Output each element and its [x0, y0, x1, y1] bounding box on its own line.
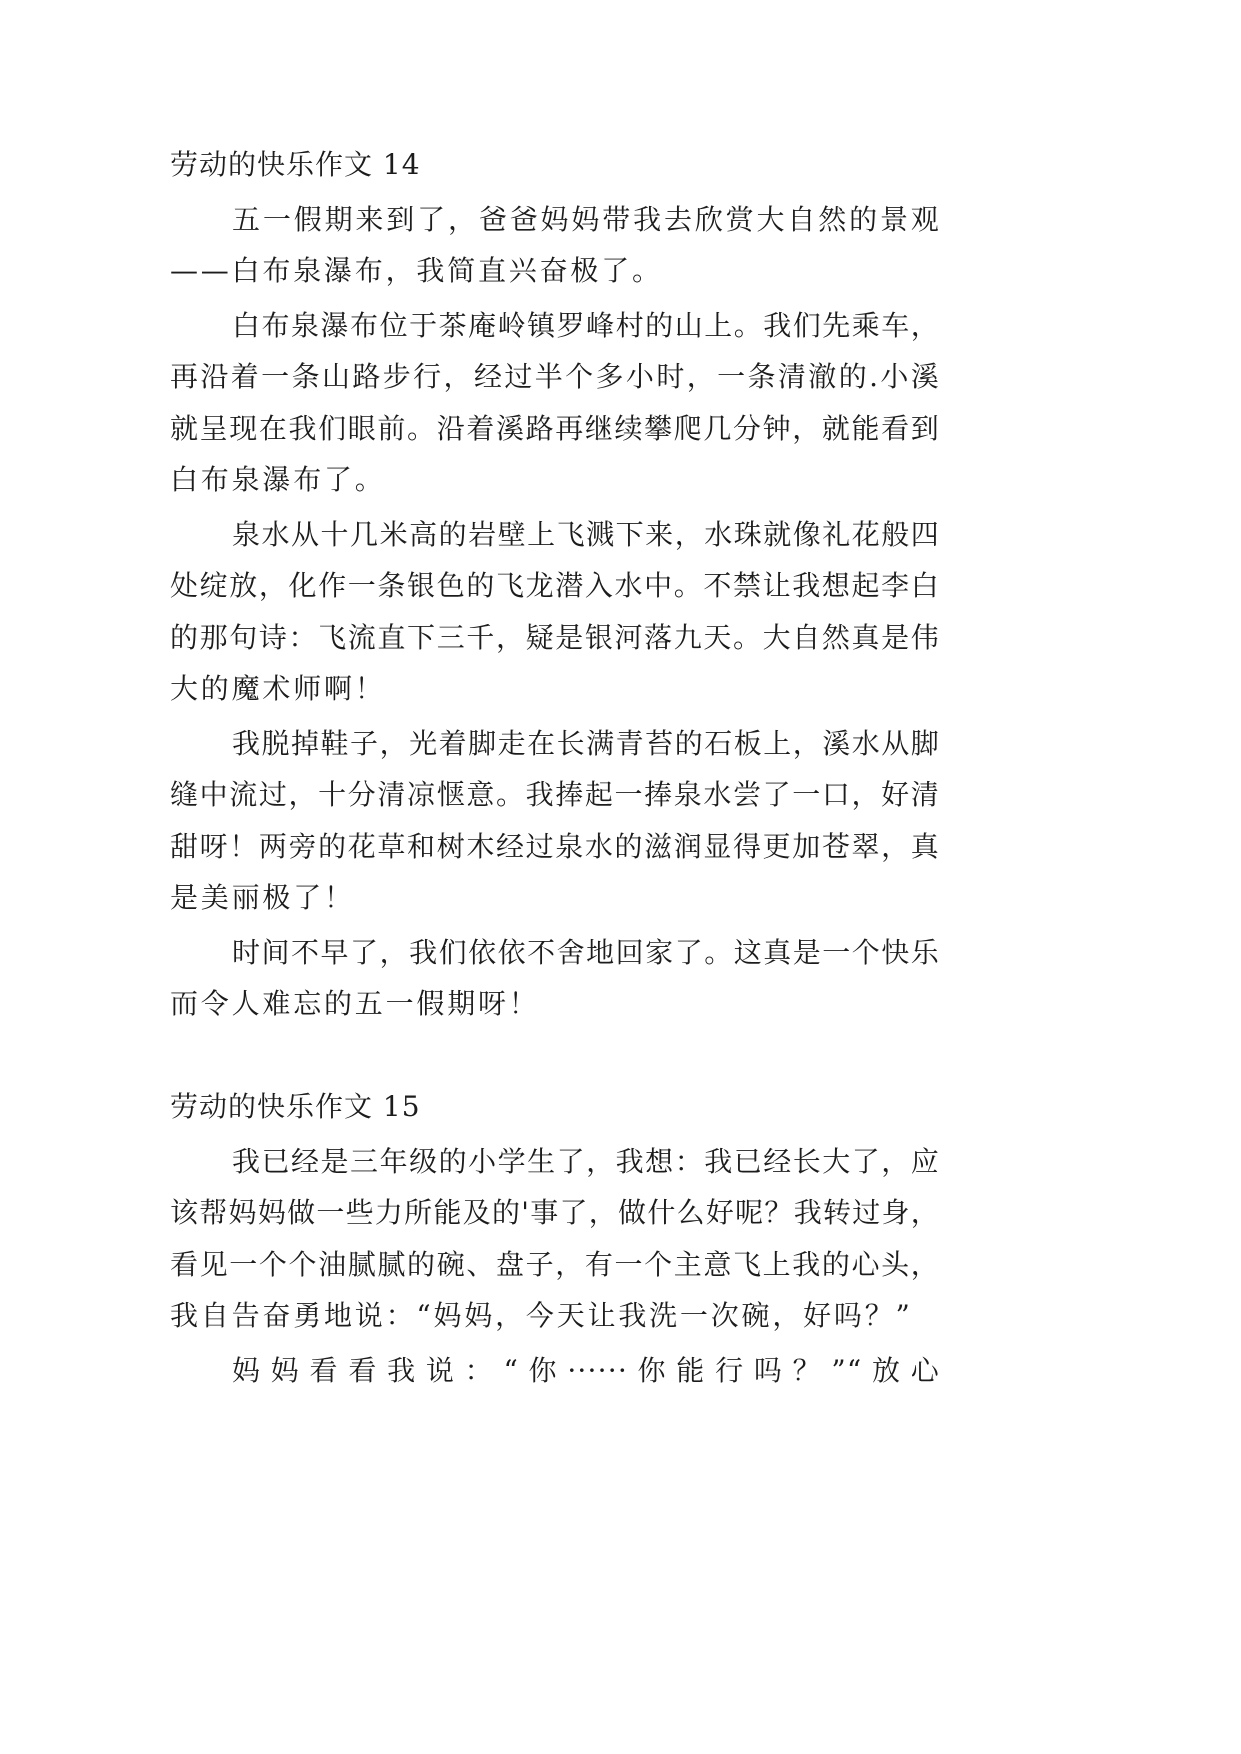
paragraph-line: 时间不早了，我们依依不舍地回家了。这真是一个快乐 — [232, 935, 940, 969]
essay-title: 劳动的快乐作文 15 — [170, 1090, 421, 1123]
paragraph-line: 再沿着一条山路步行，经过半个多小时，一条清澈的.小溪 — [170, 360, 940, 393]
paragraph-line: 妈妈看看我说：“你······你能行吗？”“放心 — [232, 1353, 940, 1387]
paragraph-line: 是美丽极了！ — [170, 881, 355, 914]
paragraph-line: ——白布泉瀑布，我简直兴奋极了。 — [170, 254, 663, 287]
paragraph-line: 我已经是三年级的小学生了，我想：我已经长大了，应 — [232, 1144, 940, 1178]
paragraph-line: 泉水从十几米高的岩壁上飞溅下来，水珠就像礼花般四 — [232, 517, 940, 551]
paragraph-line: 该帮妈妈做一些力所能及的'事了，做什么好呢？我转过身， — [170, 1196, 940, 1229]
paragraph — [170, 1136, 940, 1342]
paragraph-line: 处绽放，化作一条银色的飞龙潜入水中。不禁让我想起李白 — [170, 569, 940, 602]
paragraph — [170, 1345, 940, 1397]
paragraph-line: 白布泉瀑布位于茶庵岭镇罗峰村的山上。我们先乘车， — [232, 308, 940, 342]
paragraph-line: 我自告奋勇地说：“妈妈，今天让我洗一次碗，好吗？” — [170, 1299, 913, 1332]
paragraph-line: 的那句诗：飞流直下三千，疑是银河落九天。大自然真是伟 — [170, 620, 940, 654]
paragraph — [170, 300, 940, 506]
essay-section — [170, 139, 940, 1030]
paragraph-line: 大的魔术师啊！ — [170, 672, 386, 705]
paragraph-line: 白布泉瀑布了。 — [170, 463, 386, 496]
paragraph — [170, 718, 940, 924]
document-body — [170, 139, 940, 1396]
paragraph-line: 我脱掉鞋子，光着脚走在长满青苔的石板上，溪水从脚 — [232, 726, 940, 760]
paragraph-line: 甜呀！两旁的花草和树木经过泉水的滋润显得更加苍翠，真 — [170, 829, 940, 863]
essay-section — [170, 1081, 940, 1396]
paragraph — [170, 927, 940, 1030]
paragraph — [170, 509, 940, 715]
paragraph-line: 就呈现在我们眼前。沿着溪路再继续攀爬几分钟，就能看到 — [170, 411, 940, 445]
paragraph-line: 五一假期来到了，爸爸妈妈带我去欣赏大自然的景观 — [232, 202, 940, 236]
paragraph-line: 而令人难忘的五一假期呀！ — [170, 987, 540, 1020]
paragraph — [170, 194, 940, 297]
essay-title: 劳动的快乐作文 14 — [170, 148, 421, 181]
paragraph-line: 缝中流过，十分清凉惬意。我捧起一捧泉水尝了一口，好清 — [170, 778, 940, 811]
paragraph-line: 看见一个个油腻腻的碗、盘子，有一个主意飞上我的心头， — [170, 1247, 940, 1281]
